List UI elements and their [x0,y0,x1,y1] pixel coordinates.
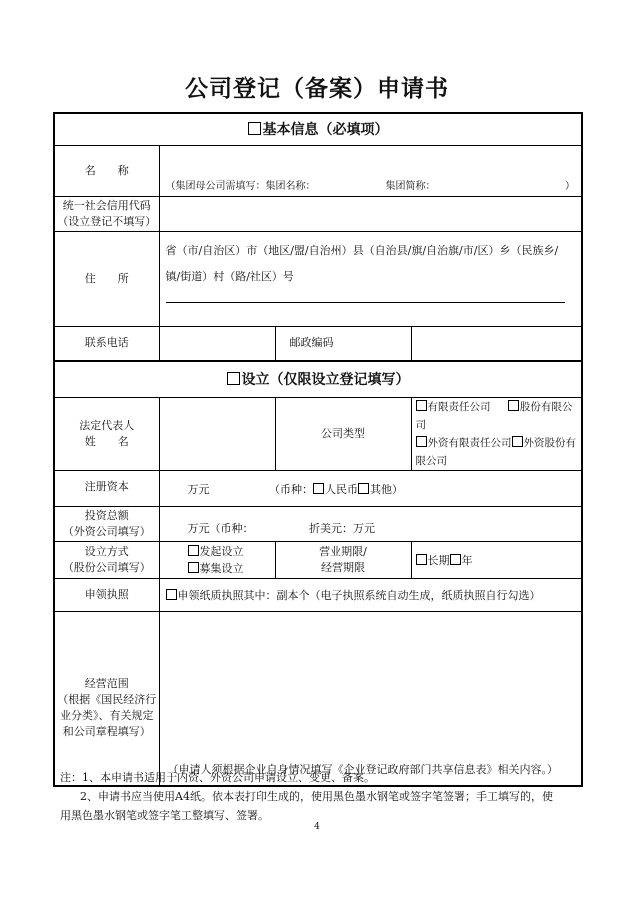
phone-label: 联系电话 [54,326,159,361]
company-type-label: 公司类型 [275,397,411,470]
checkbox-icon[interactable] [313,483,324,494]
term-label [275,541,411,578]
scope-label-line3: 业分类》、有关规定 [60,709,154,723]
license-label: 申领执照 [54,578,159,611]
scope-label-line4: 和公司章程填写） [62,725,151,739]
checkbox-icon[interactable] [450,554,461,565]
checkbox-icon[interactable] [508,400,519,411]
scope-note: （申请人须根据企业自身情况填写《企业登记政府部门共享信息表》相关内容。） [167,763,558,776]
note-line-3: 用黑色墨水钢笔或签字笔工整填写、签署。 [60,809,269,822]
group-name-hint: （集团母公司需填写：集团名称： [165,180,316,192]
phone-field[interactable] [159,326,275,361]
legal-rep-label-line2: 姓 名 [84,434,129,448]
legal-rep-field[interactable] [159,397,275,470]
checkbox-icon[interactable] [512,436,523,447]
investment-label [54,506,159,541]
name-label: 名 称 [54,145,159,196]
registered-capital-field[interactable] [159,470,582,506]
term-label-line1: 营业期限/ [319,544,367,558]
legal-rep-label [54,397,159,470]
address-label: 住 所 [54,231,159,326]
capital-unit: 万元 [187,482,210,496]
company-type-options [411,397,582,470]
postcode-label: 邮政编码 [275,326,411,361]
usd-unit: 万元 [353,521,375,535]
address-line-1: 省（市/自治区）市（地区/盟/自治州）县（自治县/旗/自治旗/市/区）乡（民族乡/ [165,243,559,257]
section-basic-heading: 基本信息（必填项） [54,113,582,145]
type-llc-option[interactable]: 有限责任公司 [416,401,491,413]
checkbox-icon [227,372,240,385]
scope-field[interactable] [159,611,582,786]
type-foreign-jsc-option[interactable]: 外资股份有限公司 [415,436,576,467]
checkbox-icon[interactable] [166,589,177,600]
investment-field[interactable] [159,506,582,541]
term-long-option[interactable]: 长期 [416,554,450,567]
usd-text: 折美元： [309,521,353,535]
term-label-line2: 经营期限 [321,560,365,574]
scope-label-line1: 经营范围 [84,677,129,691]
type-jsc-option[interactable]: 股份有限公司 [415,400,573,431]
checkbox-icon[interactable] [416,400,427,411]
license-text: 申领纸质执照其中：副本个（电子执照系统自动生成，纸质执照自行勾选） [177,588,541,602]
credit-code-label [54,196,159,231]
postcode-field[interactable] [411,326,582,361]
term-options [411,541,582,578]
investment-label-line1: 投资总额 [84,508,129,522]
checkbox-icon[interactable] [358,483,369,494]
name-field[interactable] [159,145,582,196]
registered-capital-label: 注册资本 [54,470,159,506]
application-form-table [53,112,583,787]
method-raise-option[interactable]: 募集设立 [188,560,275,577]
note-line-1: 注：1、本申请书适用于内资、外资公司申请设立、变更、备案。 [60,771,375,784]
investment-text: 万元（币种： [187,521,254,535]
checkbox-icon[interactable] [416,554,427,565]
checkbox-icon[interactable] [188,545,199,556]
address-field[interactable] [159,231,582,326]
currency-rmb-option[interactable]: 人民币 [313,483,358,496]
page-number: 4 [314,822,320,832]
section-setup-heading: 设立（仅限设立登记填写） [54,361,582,397]
currency-other-option[interactable]: 其他） [358,483,403,496]
address-line-2: 镇/街道）村（路/社区）号 [165,269,294,283]
scope-label [54,611,159,786]
investment-label-line2: （外资公司填写） [62,524,151,538]
group-short-hint: 集团简称： [385,180,436,192]
credit-code-field[interactable] [159,196,582,231]
checkbox-icon[interactable] [188,562,199,573]
note-line-2: 2、申请书应当使用A4纸。依本表打印生成的，使用黑色墨水钢笔或签字笔签署；手工填写的，使 [80,790,553,803]
checkbox-icon [248,122,261,135]
term-year-option[interactable]: 年 [450,554,473,567]
credit-code-label-line2: （设立登记不填写） [57,214,157,228]
page-title: 公司登记（备案）申请书 [185,76,449,102]
checkbox-icon[interactable] [416,436,427,447]
setup-method-label [54,541,159,578]
credit-code-label-line1: 统一社会信用代码 [62,198,151,212]
type-foreign-llc-option[interactable]: 外资有限责任公司 [416,437,512,449]
currency-label: （币种： [269,482,313,496]
address-underline [166,302,566,303]
method-promote-option[interactable]: 发起设立 [188,543,275,560]
group-hint-close: ） [565,180,576,192]
legal-rep-label-line1: 法定代表人 [79,418,135,432]
setup-method-label-line1: 设立方式 [84,544,129,558]
scope-label-line2: （根据《国民经济行 [57,693,157,707]
setup-method-label-line2: （股份公司填写） [62,560,151,574]
footnotes [60,768,580,825]
license-field[interactable] [159,578,582,611]
setup-method-options [159,541,275,578]
